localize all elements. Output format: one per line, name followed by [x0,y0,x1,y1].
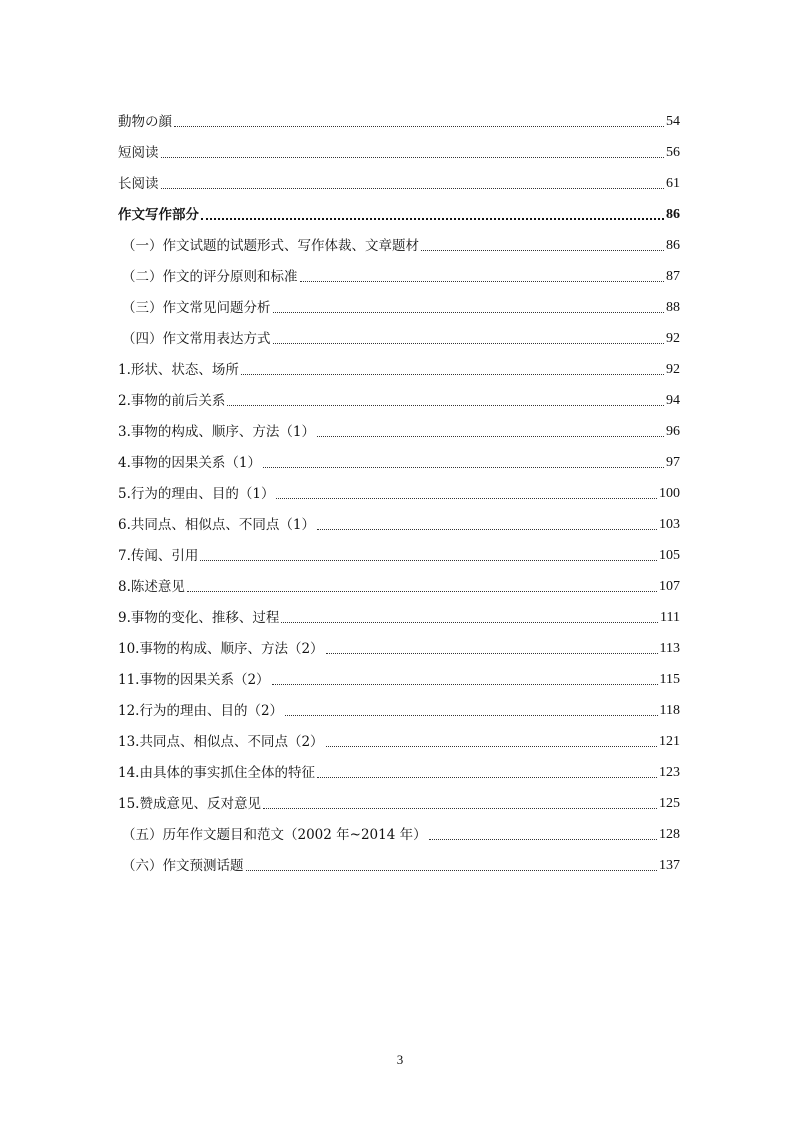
toc-entry[interactable] [118,565,680,596]
toc-entry[interactable] [118,379,680,410]
toc-dot-leader [263,807,657,809]
toc-entry-title: 1.形状、状态、场所 [118,362,239,378]
toc-dot-leader [326,652,658,654]
toc-entry[interactable] [118,286,680,317]
toc-entry-page-number: 111 [660,610,680,625]
toc-dot-leader [285,714,657,716]
toc-entry-title: （五）历年作文题目和范文（2002 年~2014 年） [122,827,427,843]
toc-entry[interactable] [118,751,680,782]
toc-entry-page-number: 125 [659,796,680,811]
toc-entry[interactable] [118,472,680,503]
toc-entry-title: （四）作文常用表达方式 [122,331,271,347]
toc-entry[interactable] [118,193,680,224]
toc-dot-leader [300,280,665,282]
toc-dot-leader [161,156,665,158]
toc-dot-leader [263,466,664,468]
toc-dot-leader [273,342,665,344]
toc-entry-page-number: 103 [659,517,680,532]
toc-dot-leader [326,745,657,747]
toc-entry-title: 3.事物的构成、顺序、方法（1） [118,424,315,440]
toc-entry[interactable] [118,317,680,348]
toc-entry-title: 4.事物的因果关系（1） [118,455,261,471]
toc-entry[interactable] [118,255,680,286]
toc-entry-page-number: 115 [659,672,680,687]
toc-entry-page-number: 92 [666,362,680,377]
toc-entry-page-number: 97 [666,455,680,470]
toc-entry-page-number: 137 [659,858,680,873]
toc-entry[interactable] [118,131,680,162]
toc-entry[interactable] [118,162,680,193]
toc-dot-leader [317,528,657,530]
toc-dot-leader [241,373,664,375]
toc-entry-page-number: 96 [666,424,680,439]
toc-dot-leader [273,311,665,313]
toc-entry-page-number: 92 [666,331,680,346]
toc-entry[interactable] [118,720,680,751]
toc-dot-leader [200,559,657,561]
toc-entry-title: （二）作文的评分原则和标准 [122,269,298,285]
toc-entry[interactable] [118,410,680,441]
toc-entry-title: （三）作文常见问题分析 [122,300,271,316]
toc-entry-title: 作文写作部分 [118,207,199,223]
toc-entry-title: 動物の顔 [118,114,172,130]
toc-entry[interactable] [118,441,680,472]
toc-entry-page-number: 128 [659,827,680,842]
toc-dot-leader [281,621,658,623]
toc-entry[interactable] [118,596,680,627]
toc-entry-title: 短阅读 [118,145,159,161]
toc-entry[interactable] [118,503,680,534]
toc-entry-page-number: 121 [659,734,680,749]
table-of-contents [118,100,680,875]
toc-entry-page-number: 123 [659,765,680,780]
toc-entry-title: 9.事物的变化、推移、过程 [118,610,280,626]
toc-entry-title: 10.事物的构成、顺序、方法（2） [118,641,324,657]
toc-entry[interactable] [118,627,680,658]
toc-entry-page-number: 87 [666,269,680,284]
toc-entry[interactable] [118,844,680,875]
toc-entry-title: 长阅读 [118,176,159,192]
toc-entry-title: 12.行为的理由、目的（2） [118,703,284,719]
toc-entry-title: 14.由具体的事实抓住全体的特征 [118,765,315,781]
toc-dot-leader [174,125,664,127]
toc-dot-leader [201,217,664,220]
toc-entry[interactable] [118,689,680,720]
toc-entry-page-number: 54 [666,114,680,129]
toc-entry[interactable] [118,813,680,844]
toc-entry-page-number: 88 [666,300,680,315]
toc-entry-page-number: 86 [666,238,680,253]
toc-entry-page-number: 56 [666,145,680,160]
toc-entry-page-number: 61 [666,176,680,191]
toc-entry-page-number: 94 [666,393,680,408]
toc-entry[interactable] [118,534,680,565]
toc-entry-title: 13.共同点、相似点、不同点（2） [118,734,324,750]
toc-entry-page-number: 107 [659,579,680,594]
toc-dot-leader [317,435,664,437]
toc-entry-page-number: 105 [659,548,680,563]
toc-entry-title: 7.传闻、引用 [118,548,199,564]
toc-dot-leader [272,683,658,685]
toc-dot-leader [161,187,665,189]
toc-entry-page-number: 113 [659,641,680,656]
toc-entry[interactable] [118,348,680,379]
toc-dot-leader [421,249,664,251]
toc-dot-leader [187,590,657,592]
page-number: 3 [396,1052,404,1067]
toc-dot-leader [227,404,664,406]
toc-entry[interactable] [118,100,680,131]
toc-entry-page-number: 118 [659,703,680,718]
toc-entry[interactable] [118,224,680,255]
toc-entry-title: （一）作文试题的试题形式、写作体裁、文章题材 [122,238,419,254]
toc-entry-title: 11.事物的因果关系（2） [118,672,270,688]
toc-entry[interactable] [118,658,680,689]
toc-entry-title: 6.共同点、相似点、不同点（1） [118,517,315,533]
toc-dot-leader [246,869,658,871]
toc-entry-title: （六）作文预测话题 [122,858,244,874]
toc-entry-title: 5.行为的理由、目的（1） [118,486,275,502]
toc-entry-title: 8.陈述意见 [118,579,185,595]
toc-dot-leader [429,838,657,840]
toc-entry-page-number: 100 [659,486,680,501]
toc-entry[interactable] [118,782,680,813]
toc-entry-title: 2.事物的前后关系 [118,393,226,409]
toc-entry-title: 15.赞成意见、反对意见 [118,796,261,812]
toc-dot-leader [276,497,657,499]
toc-dot-leader [317,776,657,778]
toc-entry-page-number: 86 [666,207,680,222]
